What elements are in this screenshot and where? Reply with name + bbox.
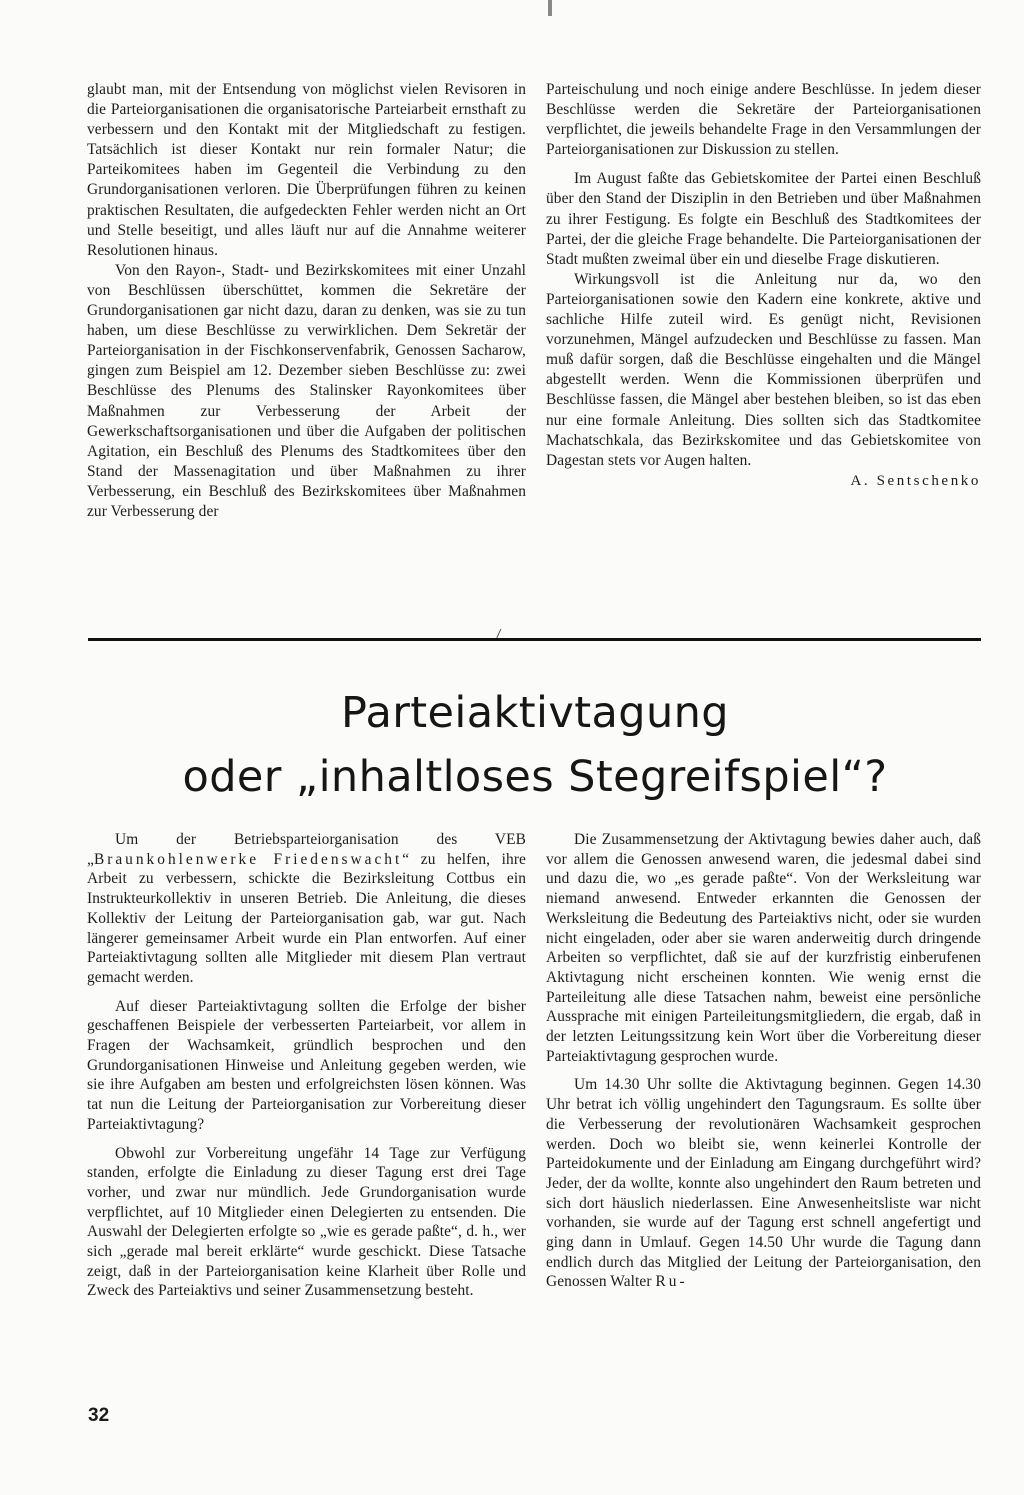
top-right-paragraph-3: Wirkungsvoll ist die Anleitung nur da, wo den Parteiorganisationen sowie den Kadern eine konkrete, aktive und sachliche Hilfe zuteil wird. Es genügt nicht, Revisionen vorzunehmen, Mängel aufzudecken und Beschlüsse zu fassen. Man muß dafür sorgen, daß die Beschlüsse eingehalten und die Mängel abgestellt werden. Wenn die Kommissionen überprüfen und Beschlüsse fassen, die Mängel aber bestehen bleiben, so ist das eben nur eine formale Anleitung. Dies sollten sich das Stadtkomitee Machatschkala, das Bezirkskomitee und das Gebietskomitee von Dagestan stets vor Augen halten. <box>546 270 981 469</box>
bottom-left-paragraph-2: Auf dieser Parteiaktivtagung sollten die Erfolge der bisher geschaffenen Beispiele der verbesserten Parteiarbeit, vor allem in Fragen der Wachsamkeit, gründlich besprochen und den Grundorganisationen Hinweise und Anleitung gegeben werden, wie sie ihre Aufgaben am besten und erfolgreichsten lösen können. Was tat nun die Leitung der Parteiorganisation zur Vorbereitung dieser Parteiaktivtagung? <box>87 997 526 1133</box>
bottom-left-paragraph-1 <box>87 830 526 988</box>
article-author: A. Sentschenko <box>850 472 981 489</box>
bottom-right-paragraph-2 <box>546 1075 981 1292</box>
page-number: 32 <box>88 1405 110 1426</box>
name-spaced-ending: Ru- <box>655 1273 688 1291</box>
paragraph-main-text: Um 14.30 Uhr sollte die Aktivtagung beginnen. Gegen 14.30 Uhr betrat ich völlig ungehindert den Tagungsraum. Es sollte über die Verbesserung der revolutionären Wachsamkeit gesprochen werden. Doch wo bleibt sie, wenn keinerlei Kontrolle der Parteidokumente und der Einladung am Eingang durchgeführt wird? Jeder, der da wollte, konnte also ungehindert den Raum betreten und sich dort häuslich niederlassen. Eine Anwesenheitsliste war nicht vorhanden, sie wurde auf der Tagung erst schnell angefertigt und ging dann in Umlauf. Gegen 14.50 Uhr wurde die Tagung dann endlich durch das Mitglied der Leitung der Parteiorganisation, den Genossen Walter <box>546 1076 981 1291</box>
top-right-paragraph-1: Parteischulung und noch einige andere Beschlüsse. In jedem dieser Beschlüsse werden die Sekretäre der Parteiorganisationen verpflichtet, die jeweils behandelte Frage in den Versammlungen der Parteiorganisationen zur Diskussion zu stellen. <box>546 81 981 159</box>
bottom-left-paragraph-3: Obwohl zur Vorbereitung ungefähr 14 Tage zur Verfügung standen, erfolgte die Einladung zu dieser Tagung erst drei Tage vorher, und zwar nur mündlich. Jede Grundorganisation wurde verpflichtet, auf 10 Mitglieder einen Delegierten zu entsenden. Die Auswahl der Delegierten erfolgte so „wie es gerade paßte“, d. h., wer sich „gerade mal bereit erklärte“ wurde geschickt. Diese Tatsache zeigt, daß in der Parteiorganisation keine Klarheit über Rolle und Zweck des Parteiaktivs und seiner Zusammensetzung besteht. <box>87 1144 526 1300</box>
top-article-right-column <box>546 80 981 491</box>
top-left-paragraph-1: glaubt man, mit der Entsendung von möglichst vielen Revisoren in die Parteiorganisationen die organisatorische Parteiarbeit ernsthaft zu verbessern und den Kontakt mit der Mitgliedschaft zu festigen. Tatsächlich ist dieser Kontakt nur rein formaler Natur; die Parteikomitees haben im Gegenteil die Verbindung zu den Grundorganisationen verloren. Die Überprüfungen führen zu keinen praktischen Resultaten, die aufgedeckten Fehler werden nicht an Ort und Stelle beseitigt, und alles läuft nur auf die Annahme weiterer Resolutionen hinaus. <box>87 81 526 259</box>
bottom-article-right-column <box>546 830 981 1292</box>
headline-line-1: Parteiaktivtagung <box>341 688 729 738</box>
scan-edge-mark <box>548 0 552 16</box>
headline-line-2: oder „inhaltloses Stegreifspiel“? <box>182 752 888 802</box>
top-right-paragraph-2: Im August faßte das Gebietskomitee der Partei einen Beschluß über den Stand der Disziplin in den Betrieben und über Maßnahmen zu ihrer Festigung. Es folgte ein Beschluß des Stadtkomitees der Partei, der die gleiche Frage behandelte. Die Parteiorganisationen der Stadt mußten zweimal über ein und dieselbe Frage diskutieren. <box>546 170 981 268</box>
bottom-article-left-column <box>87 830 526 1301</box>
paragraph-lead-text: Um der Betriebsparteiorganisation des VEB „ <box>87 831 526 868</box>
top-article-left-column <box>87 80 526 522</box>
bottom-right-paragraph-1: Die Zusammensetzung der Aktivtagung bewies daher auch, daß vor allem die Genossen anwesend waren, die jedesmal dabei sind und dazu die, wo „es gerade paßte“. Von der Werksleitung war niemand anwesend. Entweder erkannten die Genossen der Werksleitung die Bedeutung des Parteiaktivs nicht, oder sie wurden nicht eingeladen, oder aber sie waren anderweitig durch dringende Arbeiten so verpflichtet, daß sie auf der kurzfristig einberufenen Aktivtagung nicht erscheinen konnten. Wie wenig ernst die Parteileitung alle diese Tatsachen nahm, beweist eine persönliche Aussprache mit einigen Parteileitungsmitgliedern, die ergab, daß in der letzten Leitungssitzung kein Wort über die Vorbereitung dieser Parteiaktivtagung gesprochen wurde. <box>546 831 981 1065</box>
paragraph-rest-text: “ zu helfen, ihre Arbeit zu verbessern, schickte die Bezirksleitung Cottbus ein Instrukteurkollektiv in unseren Betrieb. Die Anleitung, die dieses Kollektiv der Leitung der Parteiorganisation gab, war gut. Nach längerer gemeinsamer Arbeit wurde ein Plan entworfen. Auf einer Parteiaktivtagung sollten alle Mitglieder mit diesem Plan vertraut gemacht werden. <box>87 850 526 986</box>
top-left-paragraph-2: Von den Rayon-, Stadt- und Bezirkskomitees mit einer Unzahl von Beschlüssen überschüttet, kommen die Sekretäre der Grundorganisationen gar nicht dazu, daran zu denken, was sie zu tun haben, um diese Beschlüsse zu verwirklichen. Dem Sekretär der Parteiorganisation in der Fischkonservenfabrik, Genossen Sacharow, gingen zum Beispiel am 12. Dezember sieben Beschlüsse zu: zwei Beschlüsse des Plenums des Stalinsker Rayonkomitees über Maßnahmen zur Verbesserung der Arbeit der Gewerkschaftsorganisationen und über die Aufgaben der politischen Agitation, ein Beschluß des Plenums des Stadtkomitees über den Stand der Massenagitation und über Maßnahmen zu ihrer Verbesserung, ein Beschluß des Bezirkskomitees über Maßnahmen zur Verbesserung der <box>87 261 526 520</box>
section-divider <box>88 638 981 641</box>
divider-mark: / <box>497 627 501 641</box>
company-name-spaced: Braunkohlenwerke Friedenswacht <box>93 850 403 868</box>
